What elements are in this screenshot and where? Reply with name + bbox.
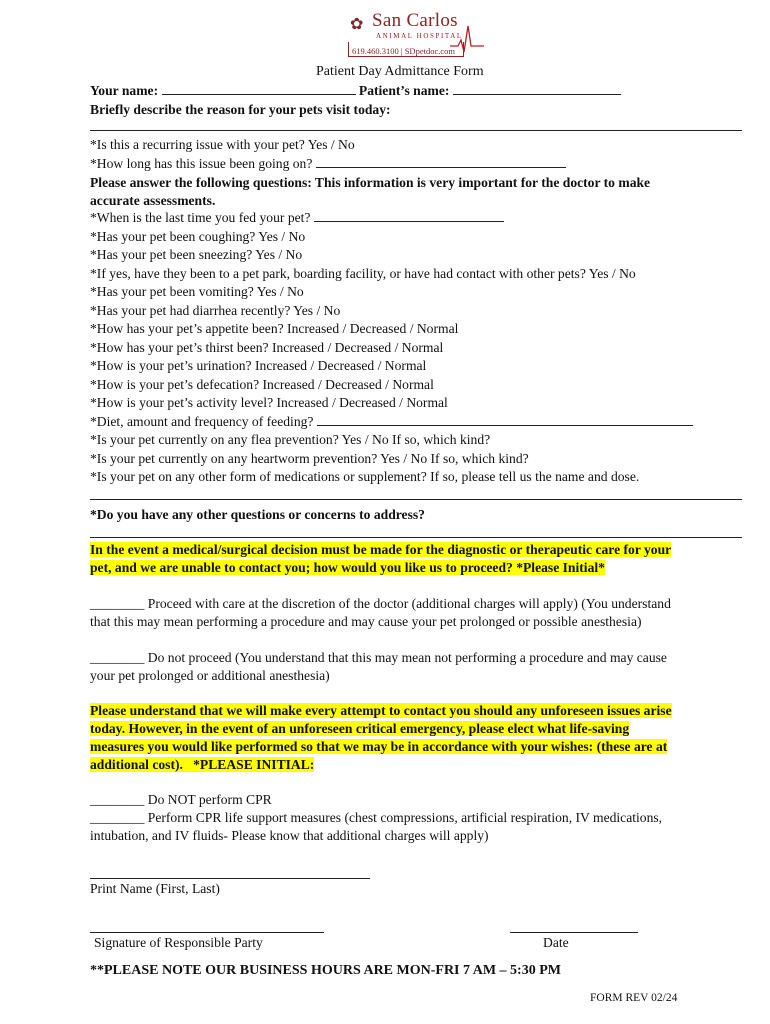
paw-icon: ✿ bbox=[350, 14, 364, 33]
q-how-long-label: *How long has this issue been going on? bbox=[90, 156, 316, 171]
logo-subtitle: ANIMAL HOSPITAL bbox=[376, 32, 463, 40]
important-heading-2: accurate assessments. bbox=[90, 193, 216, 208]
signature-field[interactable] bbox=[90, 932, 324, 933]
q-how-long bbox=[90, 156, 566, 172]
business-hours-note: **PLEASE NOTE OUR BUSINESS HOURS ARE MON-FRI 7 AM – 5:30 PM bbox=[90, 963, 561, 978]
reason-label: Briefly describe the reason for your pets visit today: bbox=[90, 102, 391, 117]
last-fed-field[interactable] bbox=[314, 210, 504, 222]
cpr-label: Perform CPR life support measures (chest compressions, artificial respiration, IV medications, bbox=[144, 810, 663, 825]
logo-contact: 619.460.3100 | SDpetdoc.com bbox=[352, 46, 455, 56]
emergency-line-3: measures you would like performed so that we may be in accordance with your wishes: (these are at bbox=[90, 739, 668, 754]
patient-name-field[interactable] bbox=[453, 83, 621, 95]
name-line bbox=[90, 83, 621, 99]
decision-line-2: pet, and we are unable to contact you; how would you like us to proceed? *Please Initial* bbox=[90, 560, 605, 575]
print-name-field[interactable] bbox=[90, 878, 370, 879]
form-revision: FORM REV 02/24 bbox=[590, 992, 678, 1004]
q-thirst: *How has your pet’s thirst been? Increased / Decreased / Normal bbox=[90, 340, 444, 355]
q-diet bbox=[90, 414, 693, 430]
q-diarrhea: *Has your pet had diarrhea recently? Yes / No bbox=[90, 303, 341, 318]
q-medications: *Is your pet on any other form of medications or supplement? If so, please tell us the name and dose. bbox=[90, 469, 640, 484]
q-urination: *How is your pet’s urination? Increased / Decreased / Normal bbox=[90, 358, 427, 373]
no-proceed-line-2: your pet prolonged or additional anesthesia) bbox=[90, 668, 330, 683]
q-heartworm: *Is your pet currently on any heartworm prevention? Yes / No If so, which kind? bbox=[90, 451, 529, 466]
cpr-line-1 bbox=[90, 810, 662, 826]
form-title: Patient Day Admittance Form bbox=[316, 64, 484, 79]
q-last-fed bbox=[90, 210, 504, 226]
emergency-line-2: today. However, in the event of an unforeseen critical emergency, please elect what life-saving bbox=[90, 721, 630, 736]
q-appetite: *How has your pet’s appetite been? Increased / Decreased / Normal bbox=[90, 321, 459, 336]
heartbeat-icon bbox=[450, 20, 484, 54]
proceed-line-1 bbox=[90, 596, 671, 612]
diet-field[interactable] bbox=[317, 414, 693, 426]
how-long-field[interactable] bbox=[316, 156, 566, 168]
q-recurring: *Is this a recurring issue with your pet? Yes / No bbox=[90, 137, 355, 152]
q-activity: *How is your pet’s activity level? Increased / Decreased / Normal bbox=[90, 395, 448, 410]
no-proceed-label: Do not proceed (You understand that this may mean not performing a procedure and may cause bbox=[144, 650, 667, 665]
q-contact: *If yes, have they been to a pet park, boarding facility, or have had contact with other pets? Yes / No bbox=[90, 266, 636, 281]
q-last-fed-label: *When is the last time you fed your pet? bbox=[90, 210, 314, 225]
q-other: *Do you have any other questions or concerns to address? bbox=[90, 507, 425, 522]
your-name-label: Your name: bbox=[90, 83, 162, 98]
cpr-initial-field[interactable]: ________ bbox=[90, 810, 145, 825]
other-concerns-field[interactable] bbox=[90, 537, 742, 538]
date-label: Date bbox=[543, 935, 569, 950]
emergency-line-4: additional cost). *PLEASE INITIAL: bbox=[90, 757, 315, 772]
decision-line-1: In the event a medical/surgical decision must be made for the diagnostic or therapeutic care for your bbox=[90, 542, 672, 557]
logo-name: San Carlos bbox=[372, 10, 458, 31]
cpr-line-2: intubation, and IV fluids- Please know that additional charges will apply) bbox=[90, 828, 489, 843]
date-field[interactable] bbox=[510, 932, 638, 933]
print-name-label: Print Name (First, Last) bbox=[90, 881, 220, 896]
no-cpr-line bbox=[90, 792, 272, 808]
q-diet-label: *Diet, amount and frequency of feeding? bbox=[90, 414, 317, 429]
important-heading-1: Please answer the following questions: This information is very important for the doctor to make bbox=[90, 175, 651, 190]
no-proceed-initial-field[interactable]: ________ bbox=[90, 650, 145, 665]
hospital-logo bbox=[346, 8, 486, 58]
proceed-initial-field[interactable]: ________ bbox=[90, 596, 145, 611]
proceed-line-2: that this may mean performing a procedure and may cause your pet prolonged or possible anesthesia) bbox=[90, 614, 642, 629]
q-sneezing: *Has your pet been sneezing? Yes / No bbox=[90, 247, 303, 262]
no-proceed-line-1 bbox=[90, 650, 667, 666]
reason-field[interactable] bbox=[90, 130, 742, 131]
emergency-line-1: Please understand that we will make every attempt to contact you should any unforeseen issues arise bbox=[90, 703, 672, 718]
no-cpr-initial-field[interactable]: ________ bbox=[90, 792, 145, 807]
medications-field[interactable] bbox=[90, 499, 742, 500]
q-flea: *Is your pet currently on any flea prevention? Yes / No If so, which kind? bbox=[90, 432, 491, 447]
no-cpr-label: Do NOT perform CPR bbox=[144, 792, 272, 807]
patient-name-label: Patient’s name: bbox=[355, 83, 453, 98]
q-coughing: *Has your pet been coughing? Yes / No bbox=[90, 229, 306, 244]
your-name-field[interactable] bbox=[162, 83, 356, 95]
proceed-label: Proceed with care at the discretion of the doctor (additional charges will apply) (You understand bbox=[144, 596, 671, 611]
signature-label: Signature of Responsible Party bbox=[94, 935, 263, 950]
q-vomiting: *Has your pet been vomiting? Yes / No bbox=[90, 284, 304, 299]
q-defecation: *How is your pet’s defecation? Increased / Decreased / Normal bbox=[90, 377, 434, 392]
